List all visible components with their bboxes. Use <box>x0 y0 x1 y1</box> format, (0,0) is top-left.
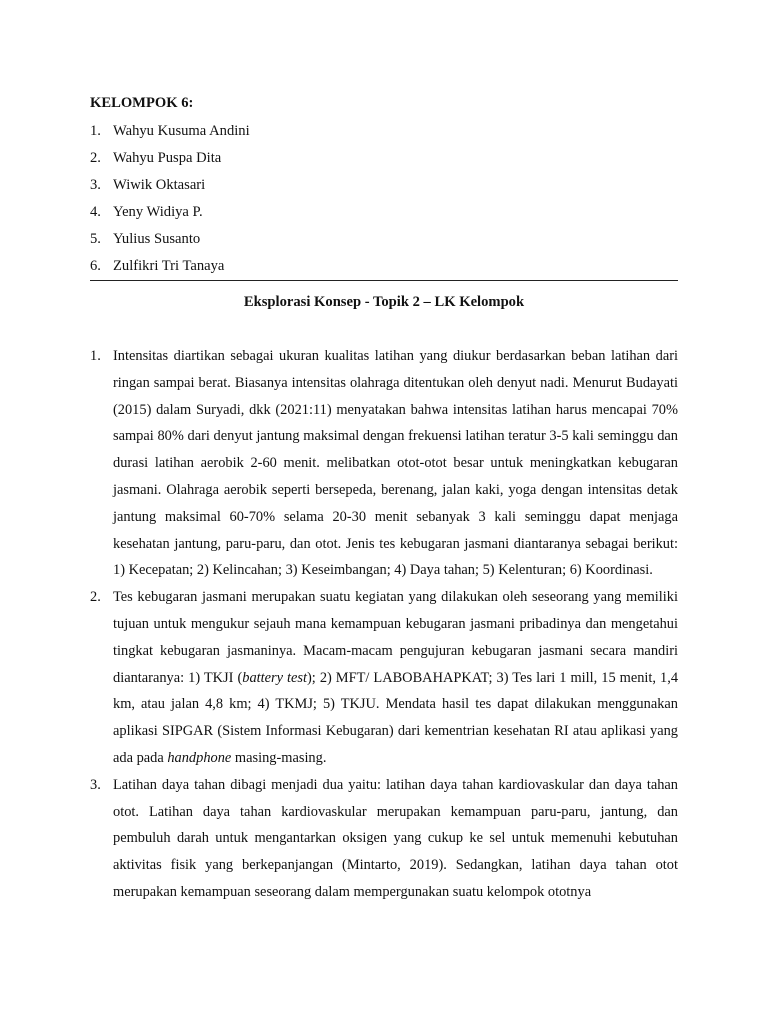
document-title: Eksplorasi Konsep - Topik 2 – LK Kelompok <box>243 294 525 310</box>
member-number: 1. <box>90 123 101 139</box>
group-heading: KELOMPOK 6: <box>90 95 194 111</box>
answer-text: Intensitas diartikan sebagai ukuran kualitas latihan yang diukur berdasarkan beban latihan dari ringan sampai berat. Biasanya intensitas olahraga ditentukan oleh denyut nadi. Menurut Budayati (2015) dalam Suryadi, dkk (2021:11) menyatakan bahwa intensitas latihan harus mencapai 70% sampai 80% dari denyut jantung maksimal dengan frekuensi latihan teratur 3-5 kali seminggu dan durasi latihan aerobik 2-60 menit. melibatkan otot-otot besar untuk meningkatkan kebugaran jasmani. Olahraga aerobik seperti bersepeda, berenang, jalan kaki, yoga dengan intensitas detak jantung maksimal 60-70% selama 20-30 menit sebanyak 3 kali seminggu dapat menjaga kesehatan jantung, paru-paru, dan otot. Jenis tes kebugaran jasmani diantaranya sebagai berikut: 1) Kecepatan; 2) Kelincahan; 3) Keseimbangan; 4) Daya tahan; 5) Kelenturan; 6) Koordinasi. <box>113 348 678 579</box>
document-page <box>90 92 678 906</box>
answer-text: Latihan daya tahan dibagi menjadi dua yaitu: latihan daya tahan kardiovaskular dan daya tahan otot. Latihan daya tahan kardiovaskular merupakan kemampuan paru-paru, jantung, dan pembuluh darah untuk mengantarkan oksigen yang cukup ke sel untuk memenuhi kebutuhan aktivitas fisik yang berkepanjangan (Mintarto, 2019). Sedangkan, latihan daya tahan otot merupakan kemampuan seseorang dalam mempergunakan suatu kelompok ototnya <box>113 776 678 900</box>
answer-item <box>90 584 678 772</box>
answer-item <box>90 343 678 584</box>
member-item <box>90 172 678 199</box>
answer-italic-term: battery test <box>242 669 308 686</box>
member-number: 6. <box>90 258 101 274</box>
answer-number: 3. <box>90 776 101 793</box>
answer-italic-term: handphone <box>167 749 232 766</box>
member-item <box>90 145 678 172</box>
member-number: 5. <box>90 231 101 247</box>
member-item <box>90 118 678 145</box>
member-item <box>90 199 678 226</box>
member-name: Wahyu Puspa Dita <box>113 150 222 166</box>
member-name: Yeny Widiya P. <box>113 204 203 220</box>
member-number: 2. <box>90 150 101 166</box>
member-item <box>90 253 678 280</box>
member-number: 3. <box>90 177 101 193</box>
answer-text: ); 2) MFT/ LABOBAHAPKAT; 3) Tes lari 1 mill, 15 menit, 1,4 km, atau jalan 4,8 km; 4) TKMJ; 5) TKJU. Mendata hasil tes dapat dilakukan menggunakan aplikasi SIPGAR (Sistem Informasi Kebugaran) dari kementrian kesehatan RI atau aplikasi yang ada pada <box>113 669 679 766</box>
member-name: Wiwik Oktasari <box>113 177 206 193</box>
answer-item <box>90 772 678 906</box>
member-name: Wahyu Kusuma Andini <box>113 123 250 139</box>
divider-line <box>90 280 678 281</box>
answer-number: 2. <box>90 589 101 606</box>
answer-text: Tes kebugaran jasmani merupakan suatu kegiatan yang dilakukan oleh seseorang yang memiliki tujuan untuk mengukur sejauh mana kemampuan kebugaran jasmani pribadinya dan mengetahui tingkat kebugaran jasmaninya. Macam-macam pengujuran kebugaran jasmani secara mandiri diantaranya: 1) TKJI ( <box>113 589 678 686</box>
answer-list <box>90 343 678 906</box>
answer-text: masing-masing. <box>231 749 327 766</box>
member-item <box>90 226 678 253</box>
member-name: Yulius Susanto <box>113 231 201 247</box>
member-number: 4. <box>90 204 101 220</box>
answer-number: 1. <box>90 348 101 364</box>
member-list <box>90 118 678 280</box>
member-name: Zulfikri Tri Tanaya <box>113 258 225 274</box>
